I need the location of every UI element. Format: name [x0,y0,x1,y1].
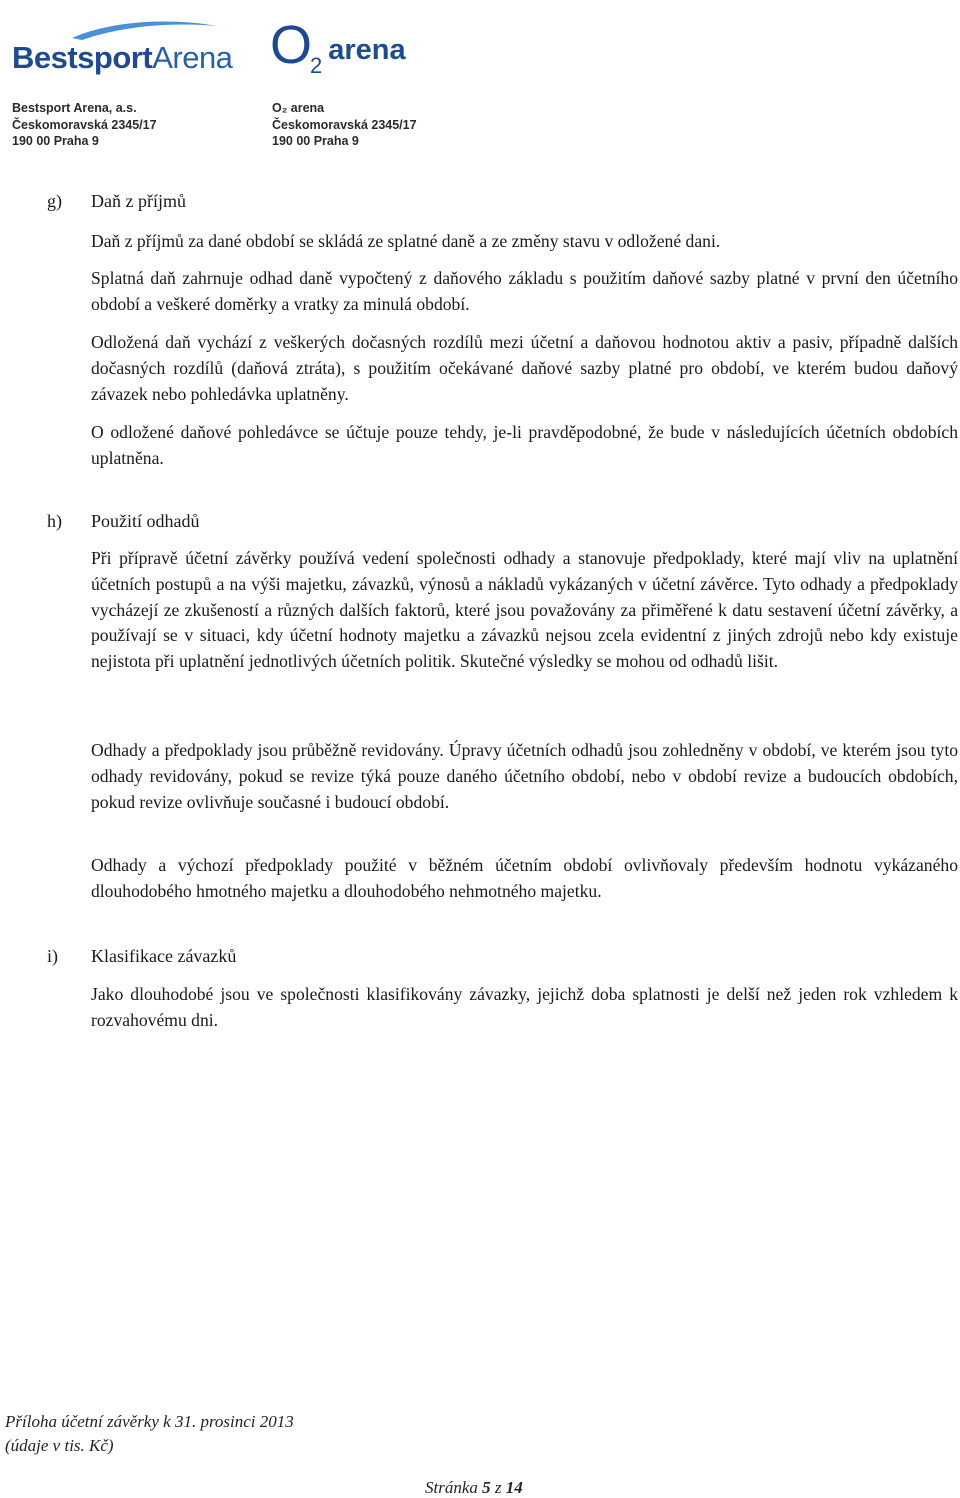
address-right [272,100,417,150]
paragraph: Při přípravě účetní závěrky používá vedení společnosti odhady a stanovuje předpoklady, které mají vliv na uplatnění účetních postupů a na výši majetku, závazků, výnosů a nákladů vykázaných v účetní závěrce. Tyto odhady a předpoklady vycházejí ze zkušeností a různých dalších faktorů, které jsou považovány za přiměřené k datu sestavení účetní závěrky, a používají se v situaci, kdy účetní hodnoty majetku a závazků nejsou zcela evidentní z jiných zdrojů nebo kdy existuje nejistota při uplatnění jednotlivých účetních politik. Skutečné výsledky se mohou od odhadů lišit. [91,548,958,672]
page-separator: z [494,1478,502,1497]
address-line: 190 00 Praha 9 [272,134,359,148]
logo-brand-suffix: Arena [152,40,233,75]
address-line: Českomoravská 2345/17 [272,117,417,132]
address-left [12,100,157,150]
footer-title: Příloha účetní závěrky k 31. prosinci 2013 [5,1412,294,1431]
page-prefix: Stránka [425,1478,478,1497]
section-letter: h) [47,511,62,531]
page-total: 14 [505,1478,523,1497]
o2-letter-o: O [270,15,313,75]
paragraph: Splatná daň zahrnuje odhad daně vypočtený z daňového základu s použitím daňové sazby platné v první den účetního období a veškeré doměrky a vratky za minulá období. [91,268,958,314]
logo-brand-text: Bestsport [12,40,153,75]
section-letter: i) [47,946,58,966]
footer-units: (údaje v tis. Kč) [5,1436,114,1455]
paragraph: Odhady a předpoklady jsou průběžně revidovány. Úpravy účetních odhadů jsou zohledněny v období, ve kterém jsou tyto odhady revidovány, pokud se revize týká pouze daného účetního období, nebo v období revize a budoucích obdobích, pokud revize ovlivňuje současné i budoucí období. [91,740,958,812]
section-title: Použití odhadů [91,511,200,531]
page-number [425,1478,523,1498]
section-letter: g) [47,191,62,211]
paragraph: O odložené daňové pohledávce se účtuje pouze tehdy, je-li pravděpodobné, že bude v následujících účetních obdobích uplatněna. [91,422,958,468]
paragraph: Jako dlouhodobé jsou ve společnosti klasifikovány závazky, jejichž doba splatnosti je delší než jeden rok vzhledem k rozvahovému dni. [91,984,958,1030]
page-current: 5 [482,1478,491,1497]
address-line: Českomoravská 2345/17 [12,117,157,132]
paragraph: Daň z příjmů za dané období se skládá ze splatné daně a ze změny stavu v odložené dani. [91,231,721,251]
paragraph: Odložená daň vychází z veškerých dočasných rozdílů mezi účetní a daňovou hodnotou aktiv a pasiv, případně dalších dočasných rozdílů (daňová ztráta), s použitím očekávané daňové sazby platné pro období, ve kterém budou daňový závazek nebo pohledávka uplatněny. [91,332,958,404]
address-line: Bestsport Arena, a.s. [12,101,137,115]
paragraph: Odhady a výchozí předpoklady použité v běžném účetním období ovlivňovaly především hodnotu vykázaného dlouhodobého hmotného majetku a dlouhodobého nehmotného majetku. [91,855,958,901]
address-line: O₂ arena [272,101,325,115]
o2-subscript: 2 [310,53,323,78]
section-title: Klasifikace závazků [91,946,237,966]
document-header [8,15,948,158]
address-line: 190 00 Praha 9 [12,134,99,148]
section-title: Daň z příjmů [91,191,186,211]
o2-arena-word: arena [328,34,406,66]
